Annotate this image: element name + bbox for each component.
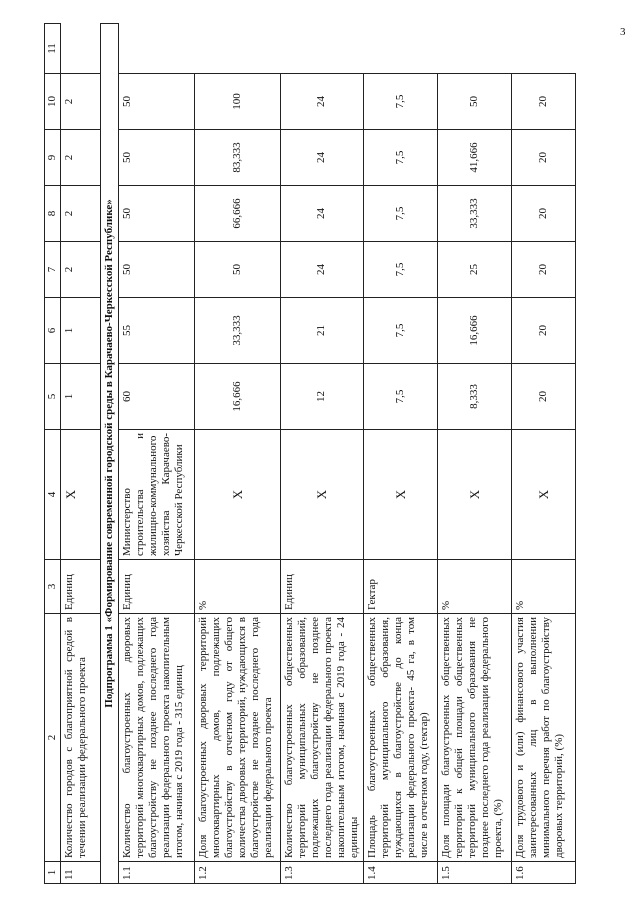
value-cell: 16,666 <box>437 298 511 364</box>
indicator-text: Количество городов с благоприятной средой в течении реализации федерального проекта <box>61 614 101 862</box>
table-row <box>118 24 194 884</box>
column-number-row <box>45 24 61 884</box>
col-header: 4 <box>45 430 61 560</box>
col-header: 5 <box>45 364 61 430</box>
row-number: 11 <box>61 862 101 884</box>
value-cell: 2 <box>61 186 101 242</box>
table-row <box>61 24 101 884</box>
responsible-mark: X <box>61 430 101 560</box>
value-cell: 7,5 <box>363 242 437 298</box>
value-cell: 2 <box>61 242 101 298</box>
unit: % <box>437 560 511 614</box>
indicator-text: Количество благоустроенных общественных территорий муниципальных образований, подлежащих благоустройству не позднее последнего года реализации федерального проекта накопительным итогом, начиная с 2019 года - 24 единицы <box>280 614 363 862</box>
value-cell: 20 <box>511 364 575 430</box>
unit: Единиц <box>280 560 363 614</box>
table-row <box>194 24 280 884</box>
page-number: 3 <box>620 26 626 38</box>
unit: Единиц <box>61 560 101 614</box>
responsible-mark: X <box>194 430 280 560</box>
col-header: 7 <box>45 242 61 298</box>
table-row <box>280 24 363 884</box>
value-cell: 12 <box>280 364 363 430</box>
indicator-text: Доля благоустроенных дворовых территорий многоквартирных домов, подлежащих благоустройству в отчетном году от общего количества дворовых территорий, нуждающихся в благоустройстве не позднее последнего года реализации федерального проекта <box>194 614 280 862</box>
value-cell: 20 <box>511 130 575 186</box>
unit: Единиц <box>118 560 194 614</box>
responsible-org: Министерство строительства и жилищно-коммунального хозяйства Карачаево-Черкесской Республики <box>118 430 194 560</box>
value-cell: 41,666 <box>437 130 511 186</box>
value-cell: 1 <box>61 298 101 364</box>
value-cell: 2 <box>61 130 101 186</box>
row-number: 1.2 <box>194 862 280 884</box>
indicators-table <box>44 23 576 884</box>
value-cell: 24 <box>280 242 363 298</box>
value-cell: 21 <box>280 298 363 364</box>
row-number: 1.3 <box>280 862 363 884</box>
unit: Гектар <box>363 560 437 614</box>
value-cell: 7,5 <box>363 130 437 186</box>
value-cell: 24 <box>280 130 363 186</box>
value-cell: 50 <box>118 242 194 298</box>
col-header: 1 <box>45 862 61 884</box>
value-cell: 16,666 <box>194 364 280 430</box>
value-cell: 7,5 <box>363 74 437 130</box>
table-row <box>363 24 437 884</box>
indicator-text: Доля трудового и (или) финансового участия заинтересованных лиц в выполнении минимального перечня работ по благоустройству дворовых территорий, (%) <box>511 614 575 862</box>
indicator-text: Количество благоустроенных дворовых территорий многоквартирных домов, подлежащих благоустройству не позднее последнего года реализации федерального проекта накопительным итогом, начиная с 2019 года - 315 единиц <box>118 614 194 862</box>
value-cell: 100 <box>194 74 280 130</box>
col-header: 3 <box>45 560 61 614</box>
unit: % <box>511 560 575 614</box>
indicator-text: Доля площади благоустроенных общественных территорий к общей площади общественных территорий муниципального образования не позднее последнего года реализации федерального проекта, (%) <box>437 614 511 862</box>
value-cell: 7,5 <box>363 364 437 430</box>
value-cell: 20 <box>511 186 575 242</box>
row-number: 1.1 <box>118 862 194 884</box>
value-cell: 7,5 <box>363 298 437 364</box>
responsible-mark: X <box>437 430 511 560</box>
value-cell: 50 <box>194 242 280 298</box>
section-title: Подпрограмма 1 «Формирование современной городской среды в Карачаево-Черкесской Республике» <box>101 24 119 884</box>
value-cell: 50 <box>437 74 511 130</box>
col-header: 9 <box>45 130 61 186</box>
col-header: 6 <box>45 298 61 364</box>
value-cell: 50 <box>118 186 194 242</box>
section-row <box>101 24 119 884</box>
value-cell: 33,333 <box>437 186 511 242</box>
value-cell: 8,333 <box>437 364 511 430</box>
value-cell: 7,5 <box>363 186 437 242</box>
table-row <box>511 24 575 884</box>
value-cell: 83,333 <box>194 130 280 186</box>
responsible-mark: X <box>363 430 437 560</box>
responsible-mark: X <box>280 430 363 560</box>
value-cell: 50 <box>118 130 194 186</box>
value-cell: 20 <box>511 298 575 364</box>
col-header: 2 <box>45 614 61 862</box>
value-cell: 24 <box>280 74 363 130</box>
value-cell: 25 <box>437 242 511 298</box>
col-header: 8 <box>45 186 61 242</box>
row-number: 1.5 <box>437 862 511 884</box>
value-cell: 24 <box>280 186 363 242</box>
value-cell: 1 <box>61 364 101 430</box>
value-cell: 66,666 <box>194 186 280 242</box>
row-number: 1.6 <box>511 862 575 884</box>
value-cell: 50 <box>118 74 194 130</box>
value-cell: 2 <box>61 74 101 130</box>
row-number: 1.4 <box>363 862 437 884</box>
col-header: 11 <box>45 24 61 74</box>
unit: % <box>194 560 280 614</box>
value-cell: 20 <box>511 242 575 298</box>
value-cell: 20 <box>511 74 575 130</box>
table-row <box>437 24 511 884</box>
indicator-text: Площадь благоустроенных общественных территорий муниципального образования, нуждающихся в благоустройстве до конца реализации федерального проекта- 45 га, в том числе в отчетном году, (гектар) <box>363 614 437 862</box>
value-cell: 33,333 <box>194 298 280 364</box>
value-cell: 55 <box>118 298 194 364</box>
value-cell: 60 <box>118 364 194 430</box>
responsible-mark: X <box>511 430 575 560</box>
col-header: 10 <box>45 74 61 130</box>
rotated-page <box>44 24 618 884</box>
